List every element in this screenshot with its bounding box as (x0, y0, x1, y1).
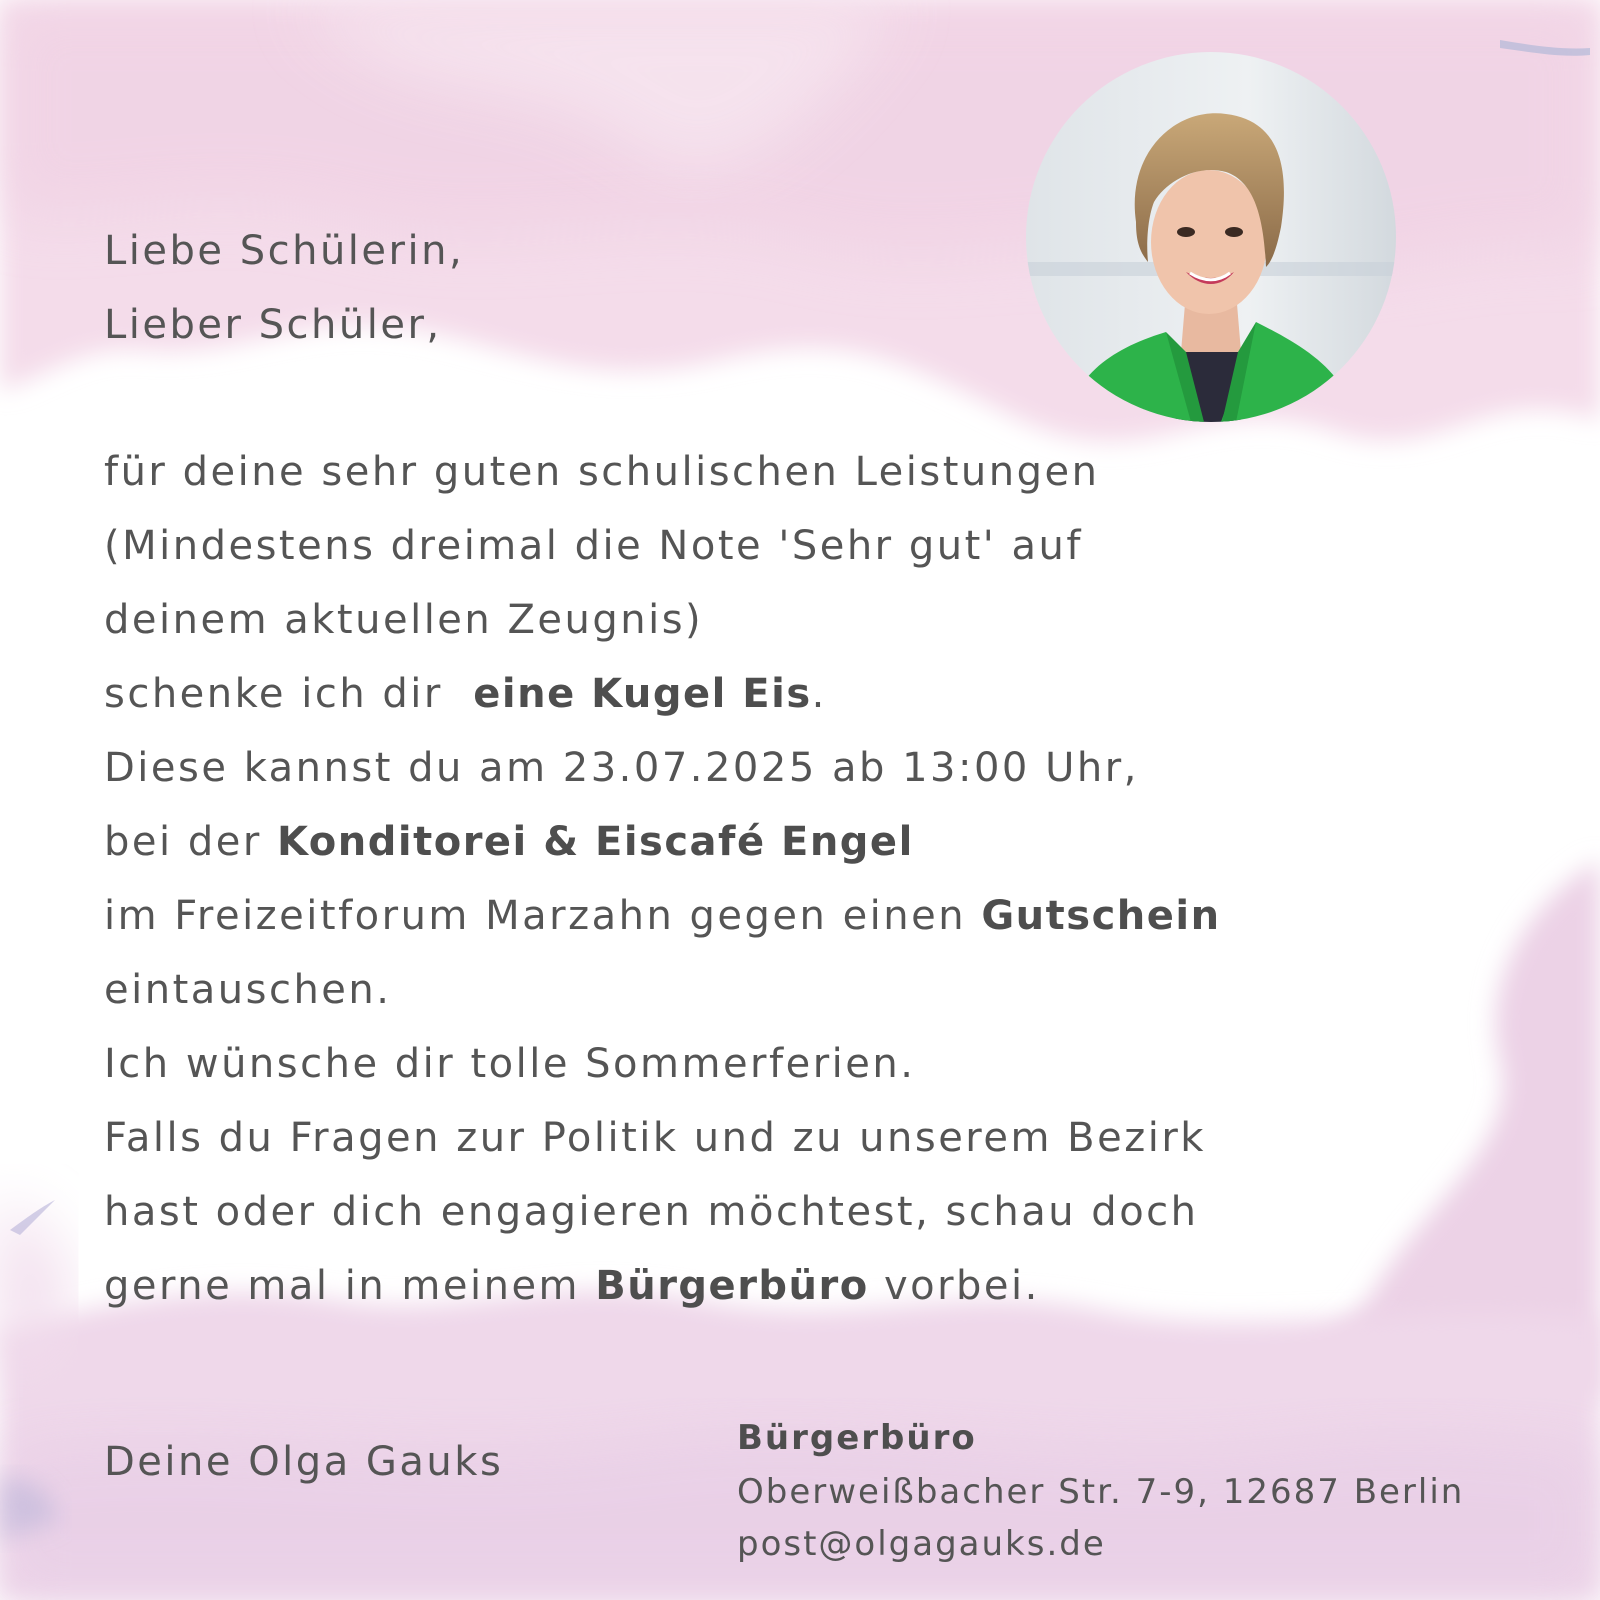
body-line-4-text: schenke ich dir (104, 671, 474, 717)
body-line-9: Ich wünsche dir tolle Sommerferien. (104, 1041, 916, 1087)
office-highlight: Bürgerbüro (595, 1263, 869, 1309)
office-address: Oberweißbacher Str. 7-9, 12687 Berlin (737, 1472, 1465, 1512)
body-line-12-text: gerne mal in meinem (104, 1263, 596, 1309)
body-line-6 (104, 818, 914, 866)
body-line-5: Diese kannst du am 23.07.2025 ab 13:00 Uhr, (104, 745, 1139, 791)
body-line-7 (104, 892, 1221, 940)
body-line-12-end: vorbei. (868, 1263, 1040, 1309)
office-email[interactable]: post@olgagauks.de (737, 1524, 1106, 1564)
body-line-4-end: . (811, 671, 827, 717)
ice-cream-highlight: eine Kugel Eis (473, 671, 812, 717)
portrait-photo (1026, 52, 1396, 422)
greeting-line-2: Lieber Schüler, (104, 302, 442, 348)
body-line-2: (Mindestens dreimal die Note 'Sehr gut' auf (104, 523, 1083, 569)
body-line-3: deinem aktuellen Zeugnis) (104, 597, 704, 643)
body-line-4 (104, 670, 827, 718)
body-line-8: eintauschen. (104, 967, 392, 1013)
signature: Deine Olga Gauks (104, 1439, 504, 1485)
voucher-highlight: Gutschein (981, 893, 1221, 939)
cafe-name-highlight: Konditorei & Eiscafé Engel (277, 819, 914, 865)
body-line-12 (104, 1262, 1040, 1310)
body-line-7-text: im Freizeitforum Marzahn gegen einen (104, 893, 982, 939)
body-line-11: hast oder dich engagieren möchtest, schau doch (104, 1189, 1199, 1235)
office-title: Bürgerbüro (737, 1418, 977, 1458)
body-line-1: für deine sehr guten schulischen Leistungen (104, 449, 1100, 495)
body-line-6-text: bei der (104, 819, 277, 865)
body-line-10: Falls du Fragen zur Politik und zu unserem Bezirk (104, 1115, 1206, 1161)
greeting-line-1: Liebe Schülerin, (104, 228, 465, 274)
